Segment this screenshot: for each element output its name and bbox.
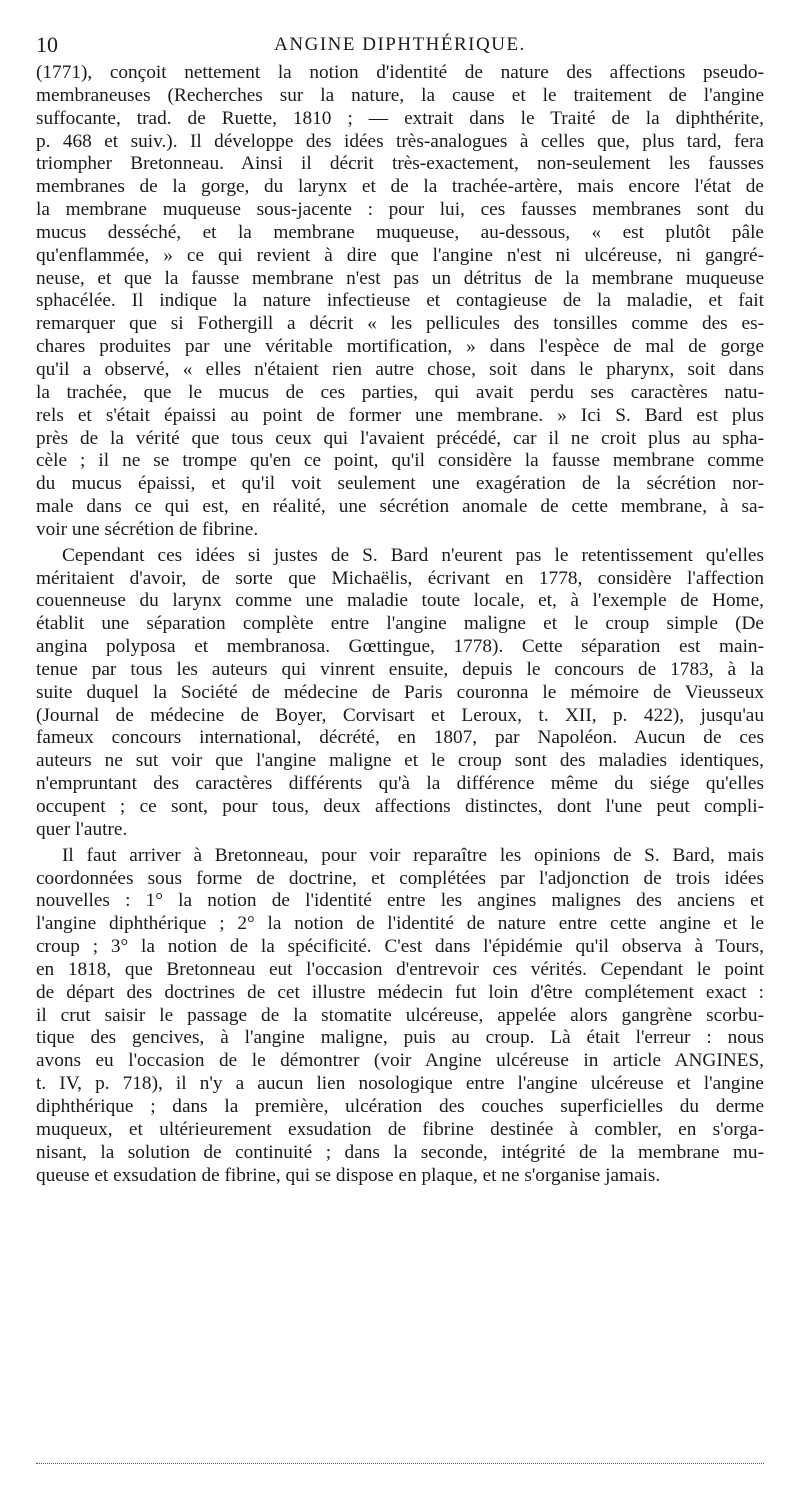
text-line: couenneuse du larynx comme une maladie toute locale, et, à l'exemple de Home,: [36, 590, 764, 612]
text-line: neuse, et que la fausse membrane n'est pas un détritus de la membrane muqueuse: [36, 267, 764, 289]
text-line: la membrane muqueuse sous-jacente : pour lui, ces fausses membranes sont du: [36, 199, 764, 221]
text-line: auteurs ne sut voir que l'angine maligne et le croup sont des maladies identiques,: [36, 750, 764, 772]
text-line: muqueux, et ultérieurement exsudation de fibrine destinée à combler, en s'orga-: [36, 1118, 764, 1140]
text-line: avons eu l'occasion de le démontrer (voir Angine ulcéreuse in article ANGINES,: [36, 1050, 764, 1072]
text-line: p. 468 et suiv.). Il développe des idées très-analogues à celles que, plus tard, fera: [36, 130, 764, 152]
text-line: cèle ; il ne se trompe qu'en ce point, qu'il considère la fausse membrane comme: [36, 450, 764, 472]
text-line: qu'enflammée, » ce qui revient à dire que l'angine n'est ni ulcéreuse, ni gangré-: [36, 244, 764, 266]
text-line: Cependant ces idées si justes de S. Bard n'eurent pas le retentissement qu'elles: [62, 544, 764, 566]
text-line: de départ des doctrines de cet illustre médecin fut loin d'être complétement exact :: [36, 981, 764, 1003]
text-line: fameux concours international, décrété, en 1807, par Napoléon. Aucun de ces: [36, 727, 764, 749]
body-text: [36, 62, 764, 1187]
paragraph-3: [36, 845, 764, 1188]
page-header: [36, 30, 764, 60]
text-line: chares produites par une véritable mortification, » dans l'espèce de mal de gorge: [36, 336, 764, 358]
text-line: coordonnées sous forme de doctrine, et complétées par l'adjonction de trois idées: [36, 867, 764, 889]
text-line: (Journal de médecine de Boyer, Corvisart et Leroux, t. XII, p. 422), jusqu'au: [36, 704, 764, 726]
text-line: diphthérique ; dans la première, ulcération des couches superficielles du derme: [36, 1095, 764, 1117]
text-line: qu'il a observé, « elles n'étaient rien autre chose, soit dans le pharynx, soit dans: [36, 358, 764, 380]
text-line: l'angine diphthérique ; 2° la notion de l'identité de nature entre cette angine et le: [36, 913, 764, 935]
text-line: Il faut arriver à Bretonneau, pour voir reparaître les opinions de S. Bard, mais: [62, 844, 764, 866]
text-line: tique des gencives, à l'angine maligne, puis au croup. Là était l'erreur : nous: [36, 1027, 764, 1049]
text-line: établit une séparation complète entre l'angine maligne et le croup simple (De: [36, 613, 764, 635]
text-line: voir une sécrétion de fibrine.: [36, 518, 259, 540]
text-line: (1771), conçoit nettement la notion d'identité de nature des affections pseudo-: [36, 62, 764, 83]
text-line: queuse et exsudation de fibrine, qui se dispose en plaque, et ne s'organise jamais.: [36, 1164, 661, 1186]
text-line: male dans ce qui est, en réalité, une sécrétion anomale de cette membrane, à sa-: [36, 496, 764, 518]
paragraph-2: [36, 545, 764, 842]
text-line: croup ; 3° la notion de la spécificité. C'est dans l'épidémie qu'il observa à Tours,: [36, 936, 764, 958]
text-line: membraneuses (Recherches sur la nature, la cause et le traitement de l'angine: [36, 84, 764, 106]
running-title: ANGINE DIPHTHÉRIQUE.: [274, 34, 526, 55]
page-number: 10: [36, 32, 58, 57]
paragraph-1: [36, 62, 764, 542]
text-line: membranes de la gorge, du larynx et de la trachée-artère, mais encore l'état de: [36, 176, 764, 198]
text-line: occupent ; ce sont, pour tous, deux affections distinctes, dont l'une peut compli-: [36, 796, 764, 817]
text-line: n'empruntant des caractères différents qu'à la différence même du siége qu'elles: [36, 773, 764, 795]
text-line: méritaient d'avoir, de sorte que Michaëlis, écrivant en 1778, considère l'affection: [36, 567, 764, 589]
text-line: rels et s'était épaissi au point de former une membrane. » Ici S. Bard est plus: [36, 404, 764, 426]
text-line: près de la vérité que tous ceux qui l'avaient précédé, car il ne croit plus au spha-: [36, 427, 764, 449]
text-line: nouvelles : 1° la notion de l'identité entre les angines malignes des anciens et: [36, 890, 764, 912]
text-line: suite duquel la Société de médecine de Paris couronna le mémoire de Vieusseux: [36, 681, 764, 703]
text-line: en 1818, que Bretonneau eut l'occasion d'entrevoir ces vérités. Cependant le point: [36, 958, 764, 980]
text-line: remarquer que si Fothergill a décrit « les pellicules des tonsilles comme des es-: [36, 313, 764, 335]
text-line: la trachée, que le mucus de ces parties, qui avait perdu ses caractères natu-: [36, 381, 764, 403]
text-line: tenue par tous les auteurs qui vinrent ensuite, depuis le concours de 1783, à la: [36, 658, 764, 680]
text-line: quer l'autre.: [36, 818, 128, 840]
text-line: angina polyposa et membranosa. Gœttingue, 1778). Cette séparation est main-: [36, 636, 764, 658]
text-line: du mucus épaissi, et qu'il voit seulement une exagération de la sécrétion nor-: [36, 473, 764, 495]
footer-rule: [36, 1463, 764, 1464]
text-line: sphacélée. Il indique la nature infectieuse et contagieuse de la maladie, et fait: [36, 290, 764, 312]
text-line: il crut saisir le passage de la stomatite ulcéreuse, appelée alors gangrène scorbu-: [36, 1004, 764, 1026]
text-line: suffocante, trad. de Ruette, 1810 ; — extrait dans le Traité de la diphthérite,: [36, 107, 764, 129]
text-line: nisant, la solution de continuité ; dans la seconde, intégrité de la membrane mu-: [36, 1141, 764, 1163]
text-line: mucus desséché, et la membrane muqueuse, au-dessous, « est plutôt pâle: [36, 221, 764, 243]
text-line: triompher Bretonneau. Ainsi il décrit très-exactement, non-seulement les fausses: [36, 153, 764, 175]
text-line: t. IV, p. 718), il n'y a aucun lien nosologique entre l'angine ulcéreuse et l'angine: [36, 1073, 764, 1095]
